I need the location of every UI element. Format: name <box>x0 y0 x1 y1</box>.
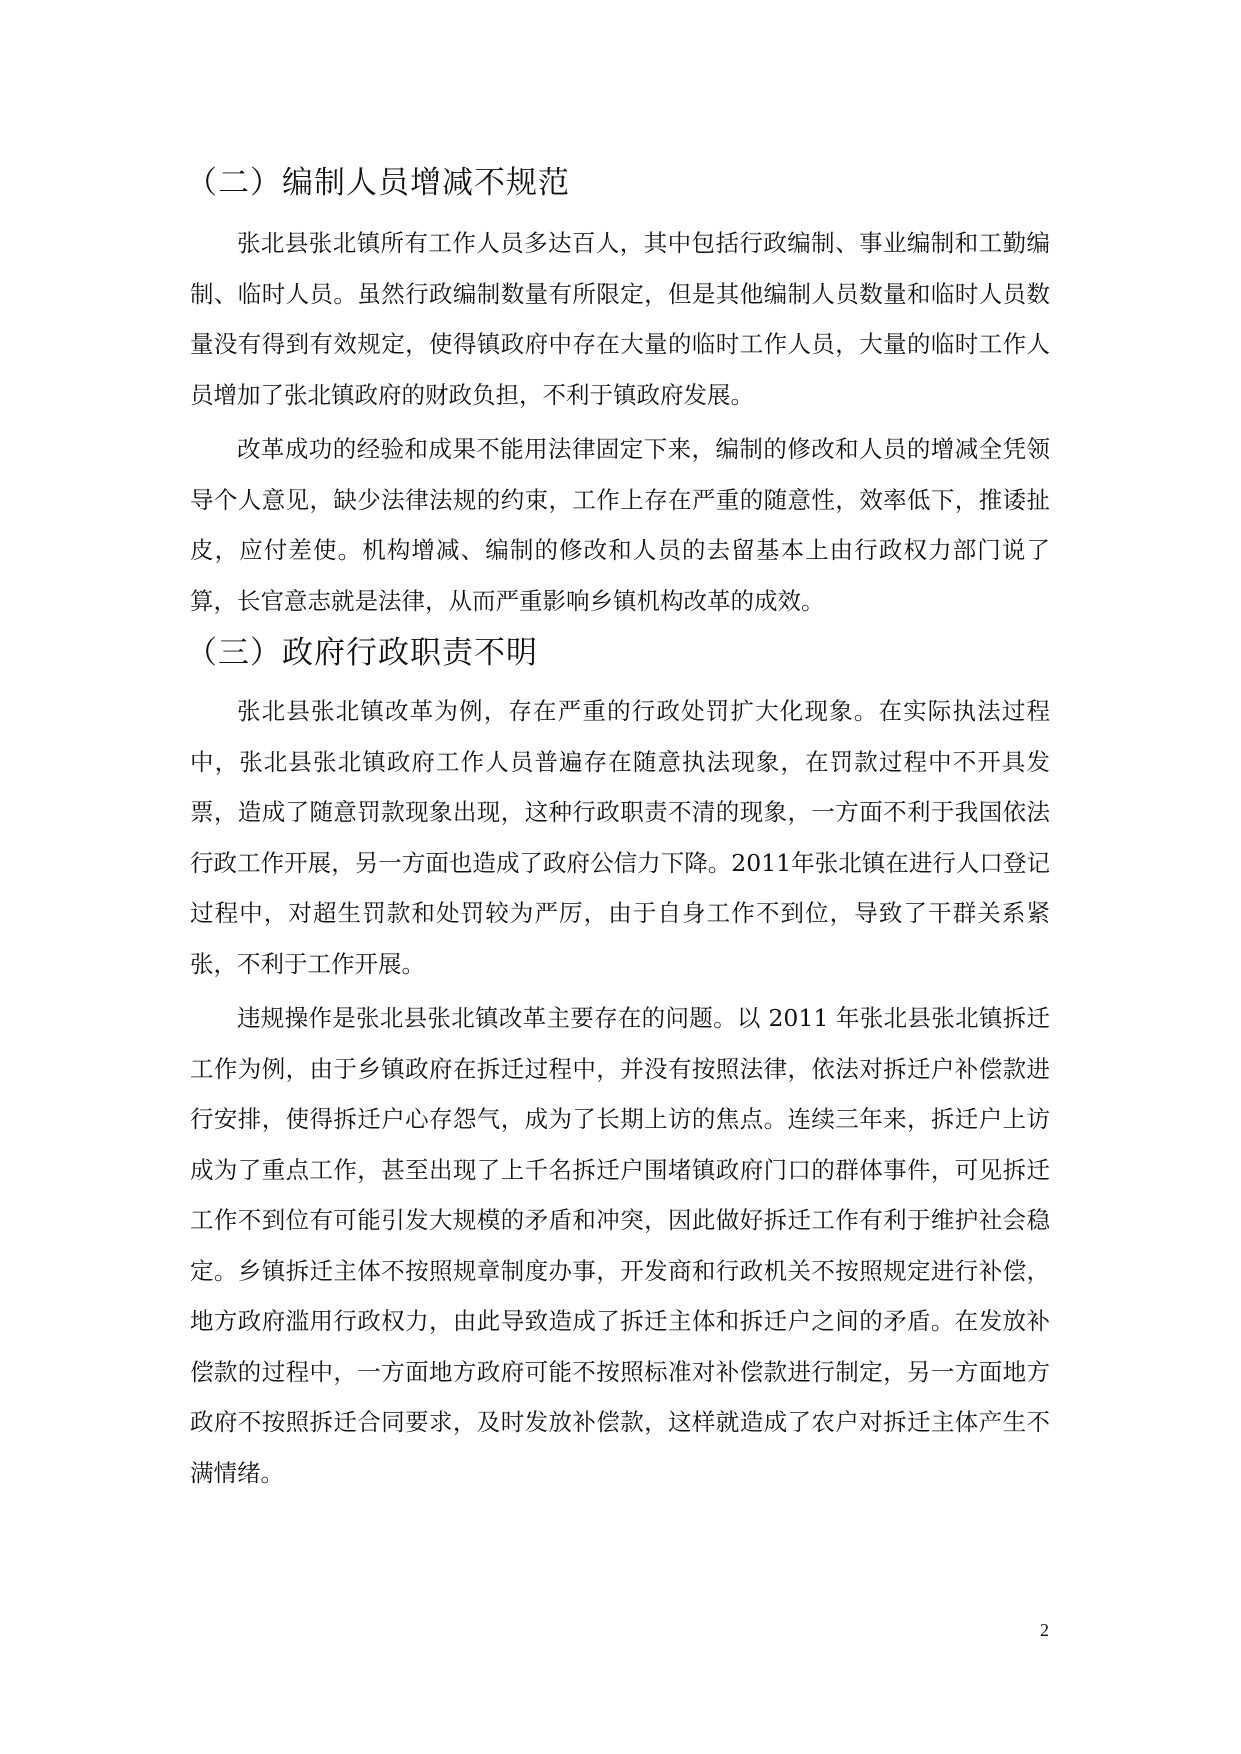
page-number: 2 <box>1040 1620 1049 1640</box>
paragraph: 违规操作是张北县张北镇改革主要存在的问题。以 2011 年张北县张北镇拆迁工作为例，由于乡镇政府在拆迁过程中，并没有按照法律，依法对拆迁户补偿款进行安排，使得拆迁户心存怨气，成为了长期上访的焦点。连续三年来，拆迁户上访成为了重点工作，甚至出现了上千名拆迁户围堵镇政府门口的群体事件，可见拆迁工作不到位有可能引发大规模的矛盾和冲突，因此做好拆迁工作有利于维护社会稳定。乡镇拆迁主体不按照规章制度办事，开发商和行政机关不按照规定进行补偿，地方政府滥用行政权力，由此导致造成了拆迁主体和拆迁户之间的矛盾。在发放补偿款的过程中，一方面地方政府可能不按照标准对补偿款进行制定，另一方面地方政府不按照拆迁合同要求，及时发放补偿款，这样就造成了农户对拆迁主体产生不满情绪。 <box>190 1004 1050 1487</box>
section-heading-2: （二）编制人员增减不规范 <box>186 165 570 201</box>
paragraph: 张北县张北镇改革为例，存在严重的行政处罚扩大化现象。在实际执法过程中，张北县张北镇政府工作人员普遍存在随意执法现象，在罚款过程中不开具发票，造成了随意罚款现象出现，这种行政职责不清的现象，一方面不利于我国依法行政工作开展，另一方面也造成了政府公信力下降。2011年张北镇在进行人口登记过程中，对超生罚款和处罚较为严厉，由于自身工作不到位，导致了干群关系紧张，不利于工作开展。 <box>190 697 1050 978</box>
paragraph: 张北县张北镇所有工作人员多达百人，其中包括行政编制、事业编制和工勤编制、临时人员。虽然行政编制数量有所限定，但是其他编制人员数量和临时人员数量没有得到有效规定，使得镇政府中存在大量的临时工作人员，大量的临时工作人员增加了张北镇政府的财政负担，不利于镇政府发展。 <box>190 229 1050 409</box>
section-heading-3: （三）政府行政职责不明 <box>186 635 538 671</box>
page-content <box>186 160 1050 1502</box>
paragraph: 改革成功的经验和成果不能用法律固定下来，编制的修改和人员的增减全凭领导个人意见，缺少法律法规的约束，工作上存在严重的随意性，效率低下，推诿扯皮，应付差使。机构增减、编制的修改和人员的去留基本上由行政权力部门说了算，长官意志就是法律，从而严重影响乡镇机构改革的成效。 <box>190 435 1050 615</box>
